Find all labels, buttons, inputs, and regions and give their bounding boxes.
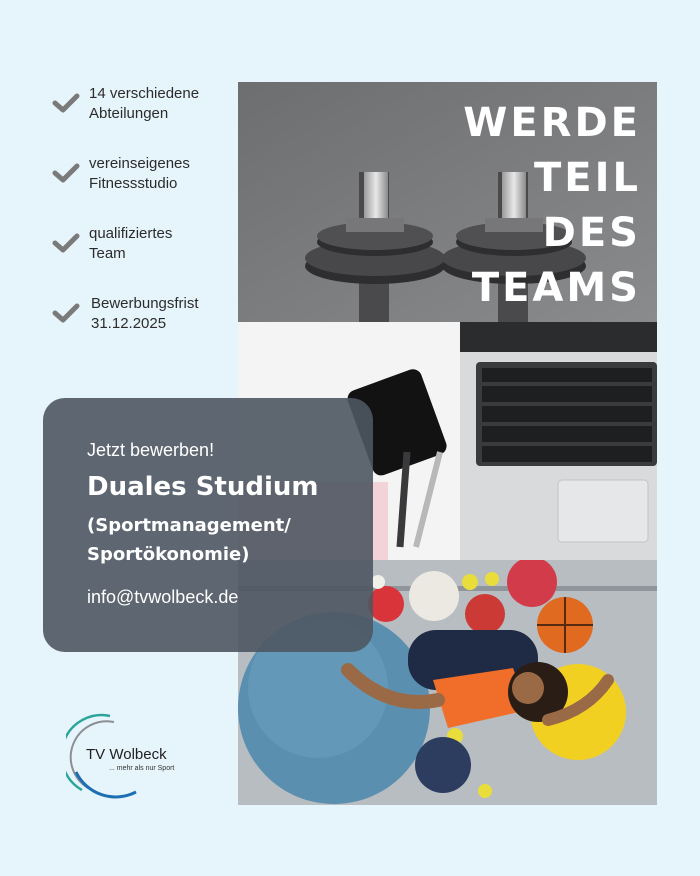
- benefit-item: [50, 224, 230, 294]
- headline-line: WERDE: [463, 100, 641, 146]
- benefit-text: 14 verschiedene Abteilungen: [89, 85, 200, 122]
- benefit-text: qualifiziertes Team: [89, 225, 173, 262]
- benefit-text: vereinseigenes Fitnessstudio: [89, 155, 190, 192]
- check-icon: [52, 92, 80, 114]
- info-card: [43, 398, 373, 652]
- headline-line: TEAMS: [471, 265, 641, 311]
- dumbbells-photo: [238, 82, 657, 322]
- check-icon: [52, 232, 80, 254]
- headline: [463, 96, 641, 316]
- logo-slogan: ... mehr als nur Sport: [109, 765, 175, 772]
- apply-now-text: Jetzt bewerben!: [87, 440, 215, 460]
- benefit-item: [50, 294, 230, 364]
- headline-line: TEIL: [534, 155, 641, 201]
- headline-line: DES: [542, 210, 641, 256]
- check-icon: [52, 162, 80, 184]
- tv-wolbeck-logo: [66, 710, 226, 800]
- benefits-list: [50, 84, 230, 364]
- benefit-item: [50, 84, 230, 154]
- check-icon: [52, 302, 80, 324]
- benefit-item: [50, 154, 230, 224]
- contact-email[interactable]: info@tvwolbeck.de: [87, 587, 239, 607]
- card-subtitle: (Sportmanagement/ Sportökonomie): [87, 515, 291, 565]
- logo-name: TV Wolbeck: [86, 746, 167, 763]
- benefit-text: Bewerbungsfrist 31.12.2025: [91, 295, 199, 332]
- card-title: Duales Studium: [87, 472, 319, 502]
